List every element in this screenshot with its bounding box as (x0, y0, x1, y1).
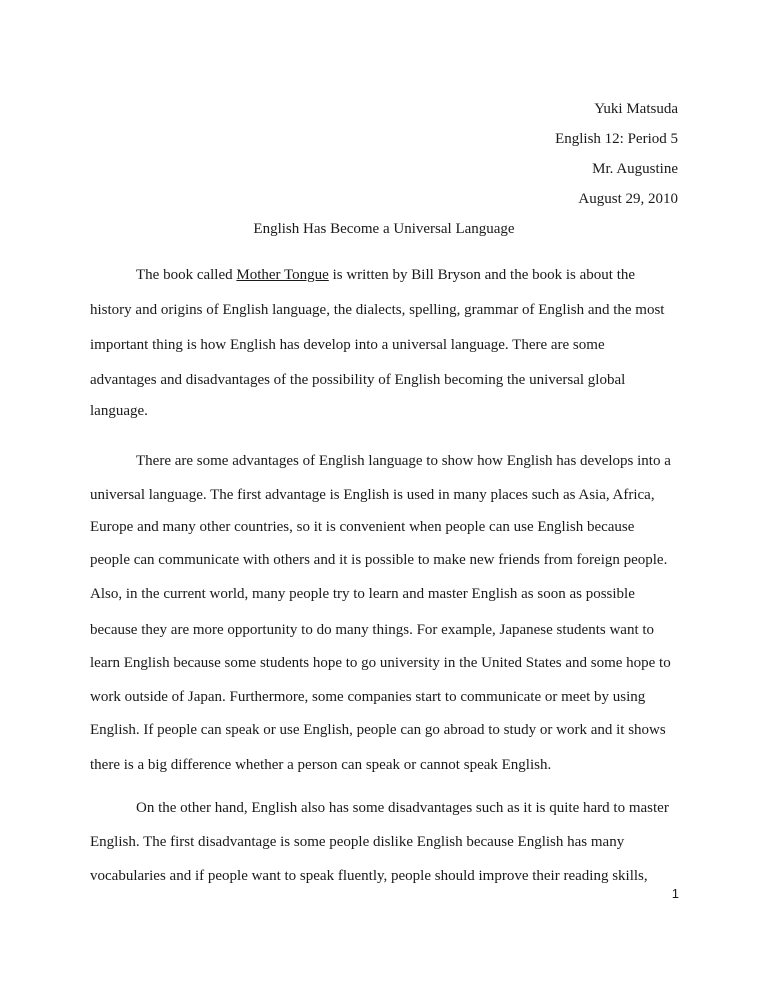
paragraph-2-line-3: Europe and many other countries, so it is convenient when people can use English because (90, 519, 635, 535)
essay-title: English Has Become a Universal Language (253, 221, 515, 237)
teacher-name: Mr. Augustine (592, 161, 678, 177)
paragraph-2-line-2: universal language. The first advantage is English is used in many places such as Asia, Africa, (90, 487, 655, 503)
paragraph-3-line-2: English. The first disadvantage is some people dislike English because English has many (90, 834, 625, 850)
essay-date: August 29, 2010 (578, 191, 678, 207)
paragraph-2-line-7: learn English because some students hope to go university in the United States and some hope to (90, 655, 671, 671)
paragraph-2-line-1: There are some advantages of English language to show how English has develops into a (136, 453, 671, 469)
page-number: 1 (671, 886, 679, 901)
paragraph-2-line-6: because they are more opportunity to do many things. For example, Japanese students want to (90, 622, 655, 638)
paragraph-2-line-10: there is a big difference whether a person can speak or cannot speak English. (90, 757, 552, 773)
course-info: English 12: Period 5 (555, 131, 678, 147)
paragraph-3-line-3: vocabularies and if people want to speak fluently, people should improve their reading skills, (90, 868, 648, 884)
paragraph-1-line-3: important thing is how English has develop into a universal language. There are some (90, 337, 605, 353)
paragraph-1-line-1-end: is written by Bill Bryson and the book is about the (328, 267, 636, 283)
book-title: Mother Tongue (236, 267, 329, 283)
paragraph-1-line-1-start: The book called (136, 267, 237, 283)
paragraph-3-line-1: On the other hand, English also has some disadvantages such as it is quite hard to master (136, 800, 669, 816)
paragraph-2-line-8: work outside of Japan. Furthermore, some companies start to communicate or meet by using (90, 689, 646, 705)
header-block (555, 94, 678, 214)
paragraph-1-line-2: history and origins of English language, the dialects, spelling, grammar of English and the most (90, 302, 665, 318)
paragraph-2-line-9: English. If people can speak or use English, people can go abroad to study or work and it shows (90, 722, 666, 738)
paragraph-1-line-5: language. (90, 403, 148, 419)
paragraph-1-line-4: advantages and disadvantages of the possibility of English becoming the universal global (90, 372, 626, 388)
author-name: Yuki Matsuda (594, 101, 678, 117)
paragraph-2-line-5: Also, in the current world, many people try to learn and master English as soon as possible (90, 586, 635, 602)
paragraph-1-line-1 (136, 265, 635, 285)
paragraph-2-line-4: people can communicate with others and it is possible to make new friends from foreign people. (90, 552, 668, 568)
